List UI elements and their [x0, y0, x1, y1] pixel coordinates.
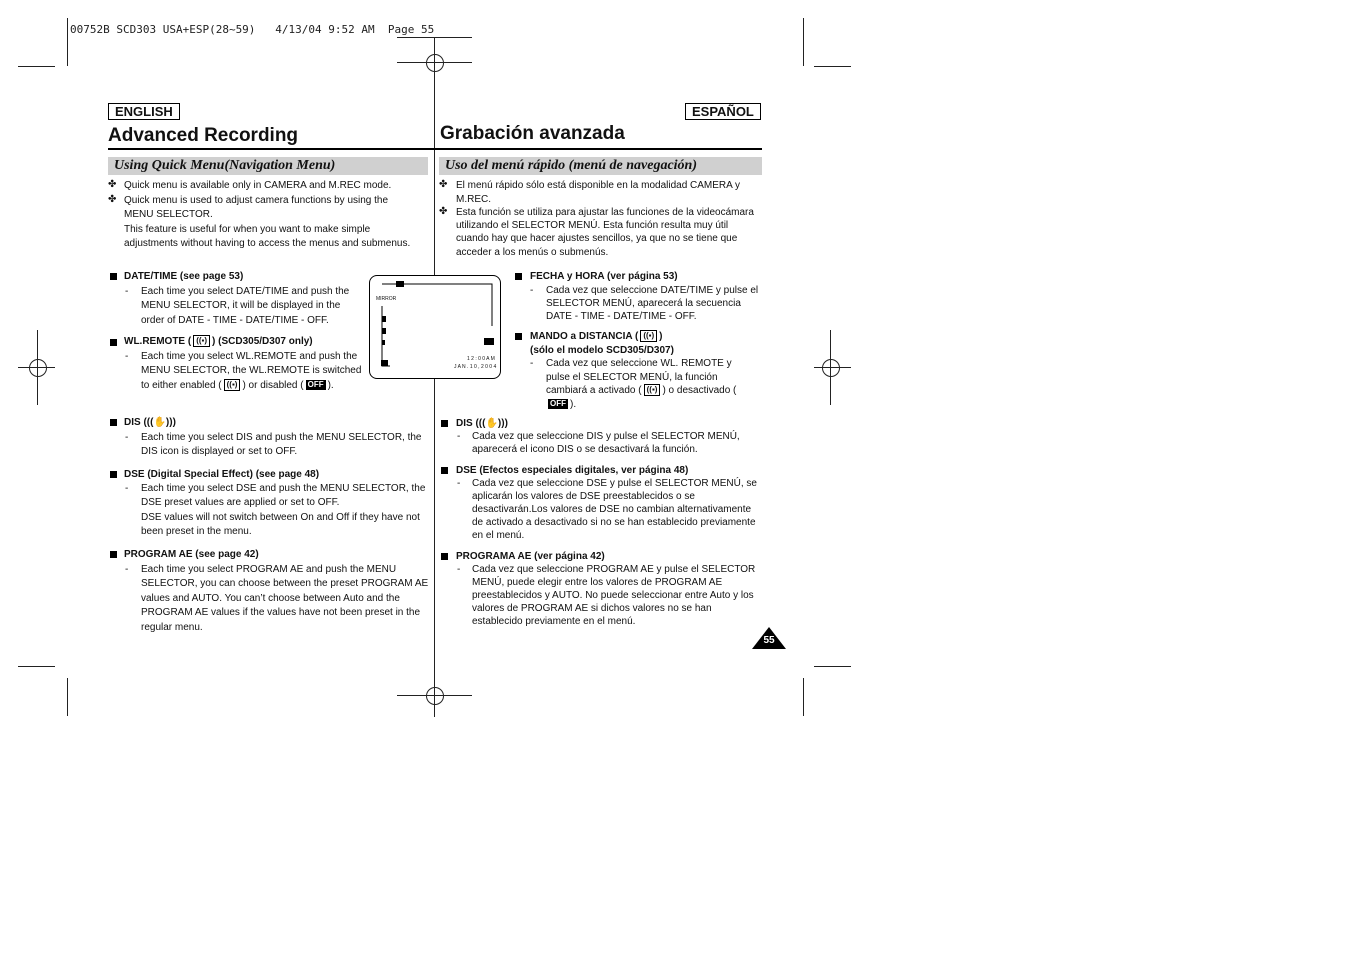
wlremote-body [141, 350, 363, 393]
section-bullet [110, 419, 117, 426]
dse-icon [382, 328, 386, 334]
title-rule [108, 148, 434, 150]
wlremote-heading [124, 335, 313, 349]
subtitle-english: Using Quick Menu(Navigation Menu) [108, 157, 428, 175]
programa-body: Cada vez que seleccione PROGRAM AE y pulse el SELECTOR MENÚ, puede elegir entre los valores de PROGRAM AE preestablecidos y AUTO. No puede seleccionar entre Auto y los valores de PROGRAM AE si dichos valores no se han establecido previamente en el menú. [472, 564, 756, 627]
dse-heading-es: DSE (Efectos especiales digitales, ver página 48) [456, 465, 689, 476]
language-label-english: ENGLISH [108, 103, 180, 120]
mando-subheading: (sólo el modelo SCD305/D307) [530, 345, 674, 356]
dis-heading-b: ) [172, 417, 176, 428]
mando-body-c: ). [570, 398, 577, 410]
dash: - [530, 358, 534, 369]
programa-heading: PROGRAMA AE (ver página 42) [456, 551, 605, 562]
dse-heading: DSE (Digital Special Effect) (see page 48) [124, 469, 320, 480]
program-ae-icon [382, 340, 385, 345]
dse-body: Each time you select DSE and push the MENU SELECTOR, the DSE preset values are applied or set to OFF. [141, 483, 426, 509]
wlremote-body-c: ). [327, 379, 334, 391]
print-header-line: 00752B SCD303 USA+ESP(28~59) 4/13/04 9:52 AM Page 55 [70, 23, 435, 36]
crop-mark [67, 18, 68, 66]
section-bullet [110, 551, 117, 558]
viewfinder-illustration [369, 275, 501, 379]
dse-body2: DSE values will not switch between On and Off if they have not been preset in the menu. [141, 512, 420, 538]
page-title-english: Advanced Recording [108, 125, 299, 146]
dse-body-es: Cada vez que seleccione DSE y pulse el SELECTOR MENÚ, se aplicarán los valores de DSE preestablecidos o se desactivarán.Los valores de DSE no cambian alternativamente de activado a desactivado si no se han establecido previamente en el menú. [472, 478, 757, 541]
datetime-heading: DATE/TIME (see page 53) [124, 271, 244, 282]
remote-icon: ((▪) [644, 384, 661, 396]
section-bullet [110, 273, 117, 280]
frame-line [382, 306, 390, 366]
intro-mark: ✤ [439, 179, 448, 190]
intro-text: Quick menu is used to adjust camera functions by using the MENU SELECTOR. [124, 195, 389, 221]
registration-circle [29, 359, 47, 377]
intro-text: Quick menu is available only in CAMERA and M.REC mode. [124, 180, 392, 191]
crop-mark [18, 66, 55, 67]
mando-heading-b: ) [659, 331, 663, 342]
dis-icon: ((✋)) [146, 417, 173, 428]
page-title-spanish: Grabación avanzada [440, 123, 625, 144]
section-bullet [110, 471, 117, 478]
programae-body: Each time you select PROGRAM AE and push the MENU SELECTOR, you can choose between the preset PROGRAM AE values and AUTO. You can’t choose between Auto and the PROGRAM AE values if the values have not been preset in the regular menu. [141, 564, 429, 633]
title-rule [434, 148, 762, 150]
section-bullet [515, 273, 522, 280]
dis-heading-a: DIS ( [124, 417, 147, 428]
registration-circle [426, 687, 444, 705]
remote-icon: ((▪) [640, 330, 657, 342]
mando-body-a: Cada vez que seleccione WL. REMOTE y pulse el SELECTOR MENÚ, la función cambiará a activado ( [546, 358, 732, 396]
dis-body: Each time you select DIS and push the MENU SELECTOR, the DIS icon is displayed or set to OFF. [141, 432, 422, 458]
frame-line [382, 284, 492, 326]
registration-circle [426, 54, 444, 72]
dash: - [530, 285, 534, 296]
fecha-heading: FECHA y HORA (ver página 53) [530, 271, 678, 282]
registration-circle [822, 359, 840, 377]
dis-heading-a: DIS ( [456, 418, 479, 429]
dash: - [125, 351, 129, 362]
remote-off-icon: OFF [307, 380, 324, 390]
crop-mark [814, 66, 851, 67]
programae-heading: PROGRAM AE (see page 42) [124, 549, 259, 560]
remote-off-icon: OFF [550, 398, 566, 408]
crop-mark [18, 666, 55, 667]
section-bullet [110, 339, 117, 346]
crop-mark [803, 18, 804, 66]
dis-body-es: Cada vez que seleccione DIS y pulse el SELECTOR MENÚ, aparecerá el icono DIS o se desactivará la función. [472, 431, 740, 455]
section-bullet [441, 553, 448, 560]
fecha-body: Cada vez que seleccione DATE/TIME y pulse el SELECTOR MENÚ, aparecerá la secuencia DATE - TIME - DATE/TIME - OFF. [546, 285, 759, 322]
wlremote-heading-a: WL.REMOTE ( [124, 336, 192, 347]
remote-icon: ((▪) [193, 335, 210, 347]
mando-heading-a: MANDO a DISTANCIA ( [530, 331, 639, 342]
intro-extra-text: This feature is useful for when you want to make simple adjustments without having to access the menus and submenus. [124, 224, 411, 250]
screen-mirror-label: MIRROR [376, 296, 397, 302]
dis-icon [382, 316, 386, 322]
intro-mark: ✤ [108, 179, 117, 190]
wlremote-heading-b: ) (SCD305/D307 only) [212, 336, 313, 347]
crop-mark [814, 666, 851, 667]
dis-heading [124, 416, 176, 430]
registration-line [830, 330, 831, 405]
dash: - [125, 432, 129, 443]
date-time-icon [381, 360, 388, 366]
dash: - [125, 564, 129, 575]
crop-mark [67, 678, 68, 716]
dis-icon: ((✋)) [478, 418, 505, 429]
remote-icon: ((▪) [224, 379, 241, 391]
screen-time: 1 2 : 0 0 A M [467, 356, 495, 362]
wlremote-body-b: ) or disabled ( [242, 379, 304, 391]
registration-line [37, 330, 38, 405]
dash: - [457, 564, 461, 575]
dis-heading-b: ) [504, 418, 508, 429]
crop-mark [803, 678, 804, 716]
dash: - [125, 286, 129, 297]
viewfinder-graphic [370, 276, 500, 378]
dash: - [125, 483, 129, 494]
dash: - [457, 478, 461, 489]
page-number: 55 [763, 635, 775, 646]
dash: - [457, 431, 461, 442]
page-number-badge [752, 627, 786, 649]
mando-body [546, 357, 758, 411]
subtitle-spanish: Uso del menú rápido (menú de navegación) [439, 157, 762, 175]
language-label-spanish: ESPAÑOL [685, 103, 761, 120]
intro-mark: ✤ [108, 194, 117, 205]
datetime-body: Each time you select DATE/TIME and push the MENU SELECTOR, it will be displayed in the order of DATE - TIME - DATE/TIME - OFF. [141, 286, 350, 326]
intro-text: El menú rápido sólo está disponible en la modalidad CAMERA y M.REC. [456, 180, 741, 206]
screen-date: J A N . 1 0 , 2 0 0 4 [454, 364, 497, 370]
remote-status-icon [484, 338, 494, 345]
mando-heading [530, 330, 663, 344]
section-bullet [441, 467, 448, 474]
section-bullet [515, 333, 522, 340]
section-bullet [441, 420, 448, 427]
remote-icon [396, 281, 404, 287]
registration-line [814, 367, 851, 368]
intro-mark: ✤ [439, 206, 448, 217]
wlremote-body-a: Each time you select WL.REMOTE and push the MENU SELECTOR, the WL.REMOTE is switched to either enabled ( [141, 351, 362, 391]
mando-body-b: ) o desactivado ( [662, 385, 737, 396]
intro-text: Esta función se utiliza para ajustar las funciones de la videocámara utilizando el SELECTOR MENÚ. Esta función resulta muy útil cuando hay que hacer ajustes sencillos, ya que no se tiene que acceder a los menús o submenús. [456, 207, 754, 258]
